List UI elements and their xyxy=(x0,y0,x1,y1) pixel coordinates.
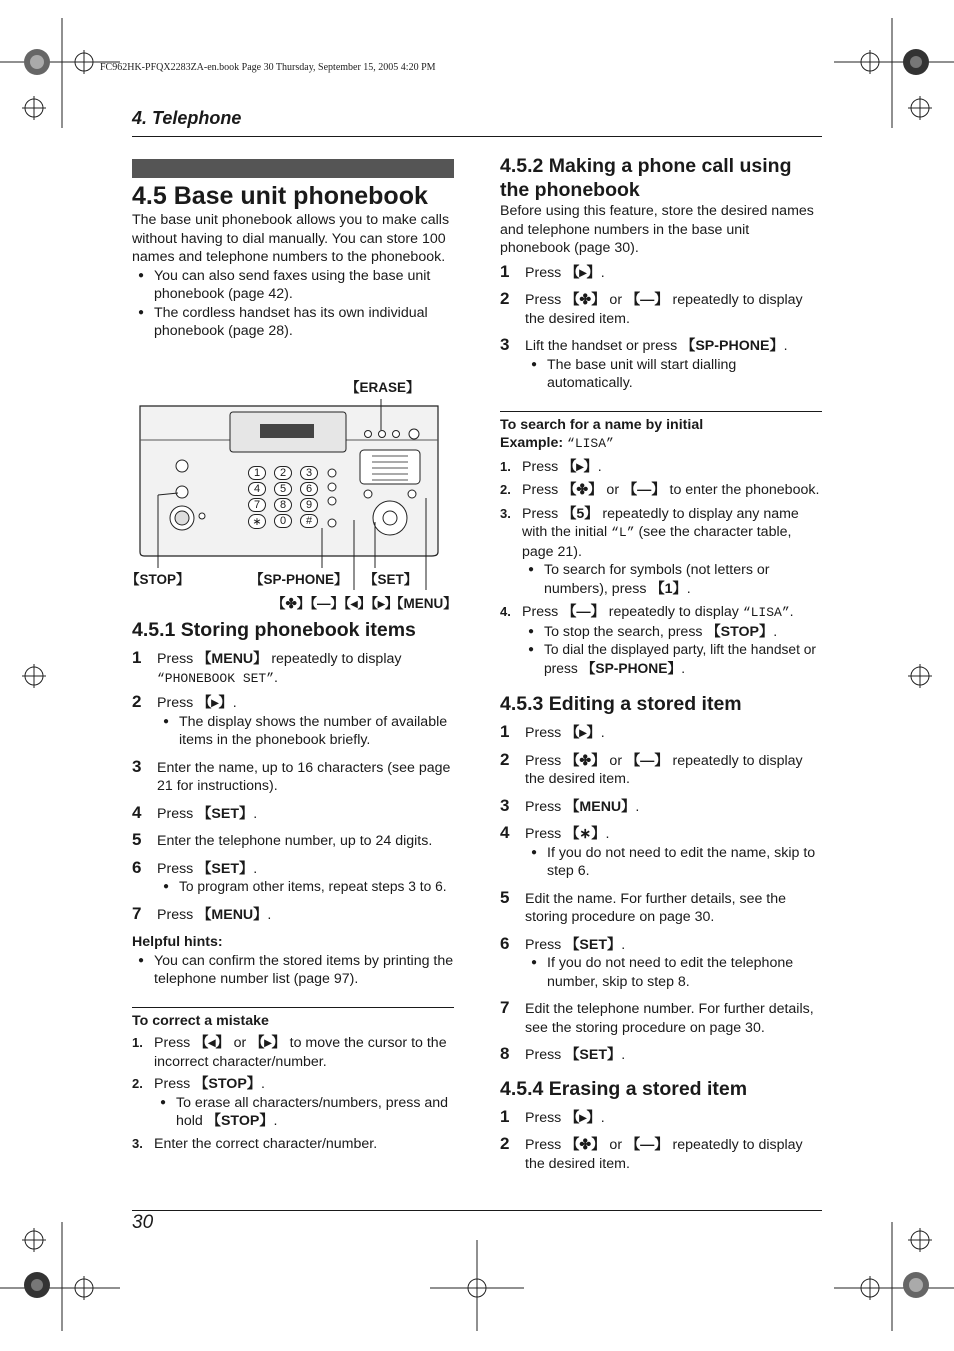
base-unit-figure xyxy=(126,372,462,612)
step-bullet: ● If you do not need to edit the name, skip to step 6. xyxy=(525,844,822,881)
callout-nav-keys: 【✤】【—】【◂】【▸】 xyxy=(272,596,399,611)
step: 3 Enter the name, up to 16 characters (see page 21 for instructions). xyxy=(132,756,451,794)
list-item: 2. Press 【STOP】. xyxy=(132,1076,265,1092)
list-item: 1. Press 【◂】 or 【▸】 to move the cursor to the incorrect character/number. xyxy=(132,1035,447,1070)
step: 4 Press 【∗】. xyxy=(500,823,610,842)
step: 4 Press 【SET】. xyxy=(132,802,258,822)
intro-text: The base unit phonebook allows you to make calls without having to dial manually. You can store 100 names and telephone numbers to the phonebook. xyxy=(132,212,450,265)
intro-bullet: ● The cordless handset has its own individual phonebook (page 28). xyxy=(132,304,454,341)
keypad-key: 0 xyxy=(274,514,292,528)
step-bullet: ● If you do not need to edit the telephone number, skip to step 8. xyxy=(525,954,822,991)
divider xyxy=(132,1007,454,1008)
list-bullet: ● To erase all characters/numbers, press and hold 【STOP】. xyxy=(154,1094,454,1131)
step: 3 Press 【MENU】. xyxy=(500,795,640,815)
footer-rule xyxy=(132,1210,822,1211)
section-intro: Before using this feature, store the desired names and telephone numbers in the base unit phonebook (page 30). xyxy=(500,203,814,256)
step-bullet: ● The base unit will start dialling automatically. xyxy=(525,356,822,393)
list-item: 1. Press 【▸】. xyxy=(500,458,602,475)
step: 3 Lift the handset or press 【SP-PHONE】. xyxy=(500,335,788,354)
keypad-key: 4 xyxy=(248,482,266,496)
step: 8 Press 【SET】. xyxy=(500,1044,626,1063)
step: 1 Press 【▸】. xyxy=(500,722,605,741)
step: 5 Enter the telephone number, up to 24 digits. xyxy=(132,830,433,849)
list-item: 3. Press 【5】 repeatedly to display any name with the initial “L” (see the character table, page 21). xyxy=(500,505,799,560)
helpful-hints-label: Helpful hints: xyxy=(132,934,223,950)
left-column xyxy=(132,159,454,341)
callout-sp-phone: 【SP-PHONE】 xyxy=(250,572,348,587)
keypad-key: 2 xyxy=(274,466,292,480)
step: 2 Press 【✤】 or 【—】 repeatedly to display the desired item. xyxy=(500,749,803,787)
step: 7 Edit the telephone number. For further details, see the storing procedure on page 30. xyxy=(500,998,814,1036)
keypad-key: 9 xyxy=(300,498,318,512)
step-bullet: ● The display shows the number of available items in the phonebook briefly. xyxy=(157,713,454,750)
divider xyxy=(500,411,822,412)
keypad-key: 7 xyxy=(248,498,266,512)
callout-stop: 【STOP】 xyxy=(126,572,190,587)
search-heading: To search for a name by initial xyxy=(500,416,704,433)
page-number: 30 xyxy=(132,1212,154,1233)
callout-erase: 【ERASE】 xyxy=(346,380,420,395)
step: 2 Press 【✤】 or 【—】 repeatedly to display the desired item. xyxy=(500,289,803,327)
page-title: 4.5 Base unit phonebook xyxy=(132,182,428,210)
keypad-key: 5 xyxy=(274,482,292,496)
section-4-5-1 xyxy=(132,618,454,1153)
step: 1 Press 【▸】. xyxy=(500,1106,605,1126)
keypad-key: 6 xyxy=(300,482,318,496)
section-heading: 4.5.4 Erasing a stored item xyxy=(500,1077,748,1100)
step: 6 Press 【SET】. xyxy=(132,857,258,877)
step: 1 Press 【MENU】 repeatedly to display “PHONEBOOK SET”. xyxy=(132,648,402,686)
file-slug: FC962HK-PFQX2283ZA-en.book Page 30 Thursday, September 15, 2005 4:20 PM xyxy=(100,62,436,73)
keypad-key: 1 xyxy=(248,466,266,480)
intro-bullet: ● You can also send faxes using the base unit phonebook (page 42). xyxy=(132,267,454,304)
keypad-key: 8 xyxy=(274,498,292,512)
list-item: 2. Press 【✤】 or 【—】 to enter the phonebook. xyxy=(500,482,820,498)
step-bullet: ● To program other items, repeat steps 3 to 6. xyxy=(157,878,454,897)
running-head: 4. Telephone xyxy=(132,108,242,128)
keypad-key: ∗ xyxy=(248,514,266,529)
section-heading: 4.5.3 Editing a stored item xyxy=(500,693,742,715)
right-column xyxy=(500,154,822,1173)
hint-bullet: ● You can confirm the stored items by printing the telephone number list (page 97). xyxy=(132,952,454,989)
keypad-key: # xyxy=(300,514,318,528)
header-rule xyxy=(132,136,822,137)
step: 2 Press 【✤】 or 【—】 repeatedly to display the desired item. xyxy=(500,1134,803,1172)
section-heading: 4.5.1 Storing phonebook items xyxy=(132,619,416,641)
section-bar xyxy=(132,159,454,178)
step: 5 Edit the name. For further details, see the storing procedure on page 30. xyxy=(500,887,787,925)
list-bullet: ● To dial the displayed party, lift the handset or press 【SP-PHONE】. xyxy=(522,641,822,678)
section-heading: 4.5.2 Making a phone call using the phonebook xyxy=(500,155,792,201)
callout-menu: 【MENU】 xyxy=(390,596,457,611)
example-line: Example: “LISA” xyxy=(500,435,614,451)
step: 2 Press 【▸】. xyxy=(132,692,237,711)
step: 1 Press 【▸】. xyxy=(500,261,605,281)
callout-set: 【SET】 xyxy=(364,572,418,587)
list-item: 4. Press 【—】 repeatedly to display “LISA”. xyxy=(500,604,794,620)
list-bullet: ● To search for symbols (not letters or numbers), press 【1】. xyxy=(522,561,822,598)
step: 7 Press 【MENU】. xyxy=(132,903,272,923)
list-item: 3. Enter the correct character/number. xyxy=(132,1135,378,1152)
step: 6 Press 【SET】. xyxy=(500,933,626,953)
list-bullet: ● To stop the search, press 【STOP】. xyxy=(522,623,822,642)
correct-heading: To correct a mistake xyxy=(132,1012,269,1029)
keypad-key: 3 xyxy=(300,466,318,480)
